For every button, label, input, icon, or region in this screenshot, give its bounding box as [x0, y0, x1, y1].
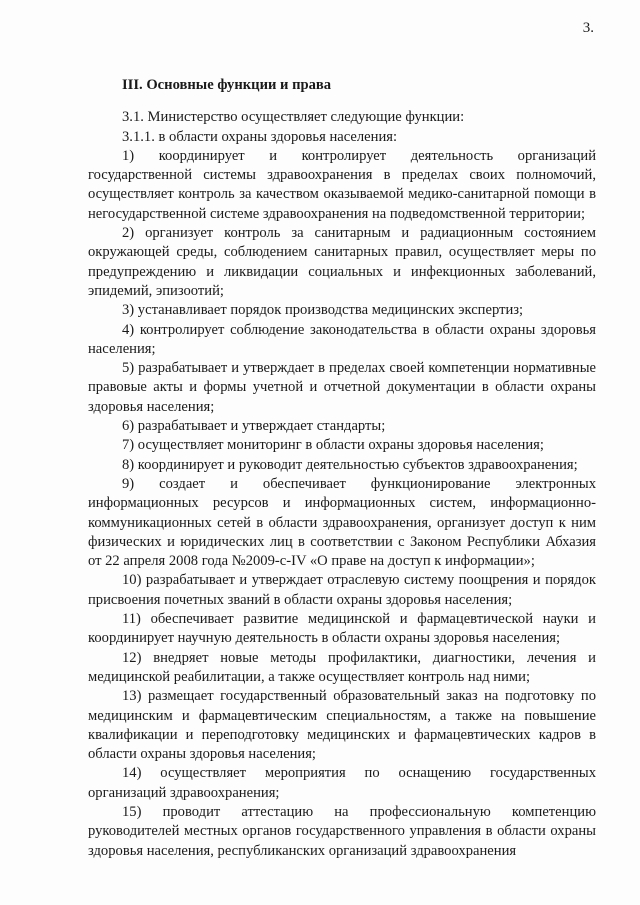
list-item-4: 4) контролирует соблюдение законодательства в области охраны здоровья населения;: [88, 321, 596, 357]
list-item-7: 7) осуществляет мониторинг в области охраны здоровья населения;: [122, 437, 544, 454]
list-item-3: 3) устанавливает порядок производства медицинских экспертиз;: [122, 302, 524, 319]
list-item-5: 5) разрабатывает и утверждает в пределах своей компетенции нормативные правовые акты и формы учетной и отчетной документации в области охраны здоровья населения;: [88, 360, 596, 415]
list-item-10: 10) разрабатывает и утверждает отраслевую систему поощрения и порядок присвоения почетных званий в области охраны здоровья населения;: [88, 572, 596, 608]
list-item-13: 13) размещает государственный образовательный заказ на подготовку по медицинским и фармацевтическим специальностям, а также на повышение квалификации и переподготовку медицинских и фармацевтических кадров в области охраны здоровья населения;: [88, 688, 596, 763]
list-item-11: 11) обеспечивает развитие медицинской и фармацевтической науки и координирует научную деятельность в области охраны здоровья населения;: [88, 611, 596, 647]
list-item-15: 15) проводит аттестацию на профессиональную компетенцию руководителей местных органов государственного управления в области охраны здоровья населения, республиканских организаций здравоохранения: [88, 803, 596, 859]
list-item-2: 2) организует контроль за санитарным и радиационным состоянием окружающей среды, соблюдением санитарных правил, осуществляет меры по предупреждению и ликвидации социальных и инфекционных заболеваний, эпидемий, эпизоотий;: [88, 225, 596, 299]
list-item-6: 6) разрабатывает и утверждает стандарты;: [122, 418, 386, 435]
paragraph-3-1-1: 3.1.1. в области охраны здоровья населения:: [122, 128, 398, 145]
paragraph-3-1: 3.1. Министерство осуществляет следующие функции:: [122, 109, 465, 126]
list-item-14: 14) осуществляет мероприятия по оснащению государственных организаций здравоохранения;: [88, 765, 596, 801]
list-item-12: 12) внедряет новые методы профилактики, диагностики, лечения и медицинской реабилитации, а также осуществляет контроль над ними;: [88, 649, 596, 685]
page-number: 3.: [582, 20, 594, 36]
list-item-1: 1) координирует и контролирует деятельность организаций государственной системы здравоохранения в пределах своих полномочий, осуществляет контроль за качеством оказываемой медико-санитарной помощи в негосударственной системе здравоохранения на подведомственной территории;: [88, 147, 596, 222]
list-item-8: 8) координирует и руководит деятельностью субъектов здравоохранения;: [122, 456, 578, 473]
list-item-9: 9) создает и обеспечивает функционирование электронных информационных ресурсов и информационных систем, информационно-коммуникационных сетей в области здравоохранения, организует доступ к ним физических и юридических лиц в соответствии с Законом Республики Абхазия от 22 апреля 2008 года №2009-с-IV «О праве на доступ к информации»;: [88, 475, 596, 570]
section-heading: III. Основные функции и права: [122, 77, 332, 93]
document-body: [88, 76, 596, 861]
